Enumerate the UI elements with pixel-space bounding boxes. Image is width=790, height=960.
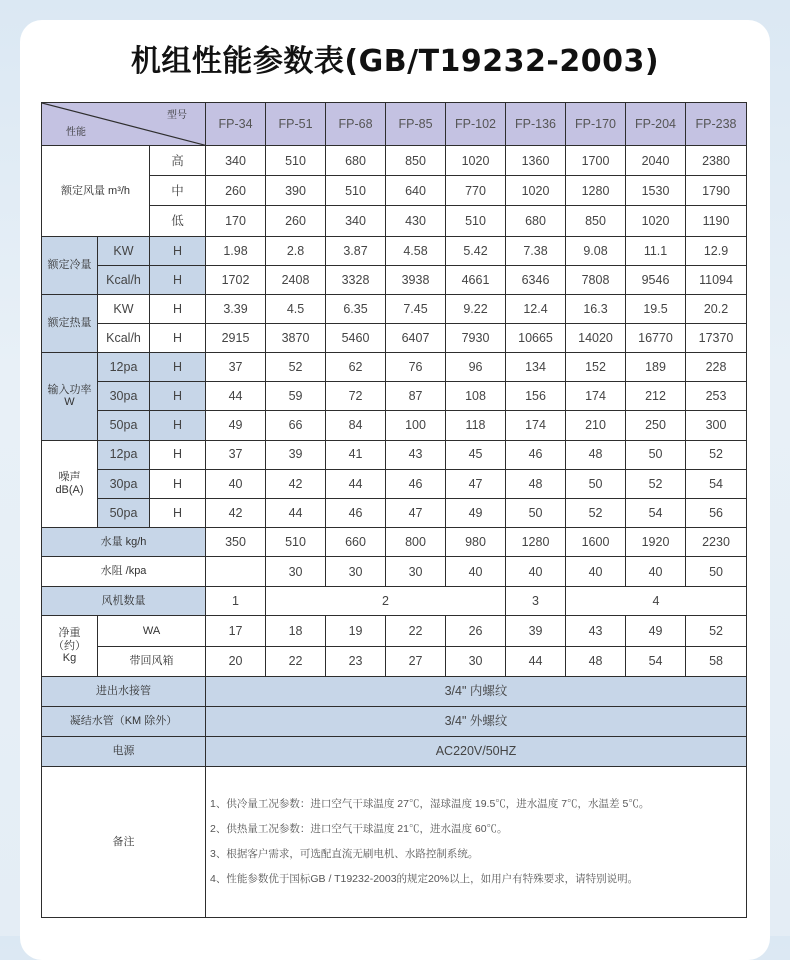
model-header: FP-136 [506,103,566,146]
model-header: FP-85 [386,103,446,146]
page-title: 机组性能参数表(GB/T19232-2003) [130,44,660,79]
row-group-label: Kg [62,652,77,665]
value-cell: 47 [386,498,446,527]
speed-cell: H [150,440,206,469]
value-cell: 680 [506,206,566,236]
condensate-row [42,706,747,736]
value-cell: 50 [566,469,626,498]
remark-line: 4、性能参数优于国标GB / T19232-2003的规定20%以上，如用户有特殊要求，请特别说明。 [210,873,639,886]
value-cell: 300 [686,411,747,440]
value-cell: 680 [326,146,386,176]
value-cell: 40 [566,557,626,587]
speed-cell: H [150,294,206,323]
speed-cell: H [150,324,206,353]
value-cell: 39 [506,616,566,646]
value-cell: 1530 [626,176,686,206]
power-row [42,411,747,440]
value-cell: 1020 [506,176,566,206]
value-cell: 76 [386,353,446,382]
power-row [42,382,747,411]
value-cell: 9.22 [446,294,506,323]
value-cell: 2408 [266,265,326,294]
value-cell: 1702 [206,265,266,294]
value-cell: 52 [686,440,747,469]
value-cell: 2915 [206,324,266,353]
value-cell: 390 [266,176,326,206]
value-cell: 4661 [446,265,506,294]
value-cell: 510 [446,206,506,236]
value-cell: 50 [506,498,566,527]
value-cell: 58 [686,646,747,676]
pressure-cell: 30pa [98,469,150,498]
value-cell: 5460 [326,324,386,353]
value-cell: 52 [266,353,326,382]
value-cell: 340 [206,146,266,176]
value-cell: 134 [506,353,566,382]
value-cell: 54 [626,646,686,676]
value-cell: 2.8 [266,236,326,265]
value-cell: 87 [386,382,446,411]
value-cell: 1280 [506,528,566,557]
value-cell: 16.3 [566,294,626,323]
value-cell: 19 [326,616,386,646]
inlet-outlet-label: 进出水接管 [42,676,206,706]
value-cell: 108 [446,382,506,411]
weight-row [42,646,747,676]
value-cell: 3.87 [326,236,386,265]
value-cell: 100 [386,411,446,440]
value-cell: 39 [266,440,326,469]
value-cell: 49 [446,498,506,527]
value-cell: 174 [566,382,626,411]
value-cell: 37 [206,440,266,469]
value-cell: 19.5 [626,294,686,323]
value-cell: 1020 [446,146,506,176]
fan-count-value: 1 [206,587,266,616]
cooling-label: 额定冷量 [42,236,98,294]
value-cell: 3.39 [206,294,266,323]
value-cell: 46 [386,469,446,498]
value-cell: 4.58 [386,236,446,265]
inlet-outlet-row [42,676,747,706]
value-cell: 41 [326,440,386,469]
value-cell: 850 [386,146,446,176]
value-cell: 3328 [326,265,386,294]
value-cell: 54 [686,469,747,498]
value-cell: 43 [566,616,626,646]
value-cell: 66 [266,411,326,440]
value-cell: 2380 [686,146,747,176]
model-header: FP-102 [446,103,506,146]
value-cell: 11.1 [626,236,686,265]
value-cell: 7.38 [506,236,566,265]
value-cell: 1.98 [206,236,266,265]
noise-label [42,440,98,527]
cooling-row [42,265,747,294]
value-cell: 660 [326,528,386,557]
weight-row [42,616,747,646]
value-cell: 980 [446,528,506,557]
value-cell: 26 [446,616,506,646]
water-resistance-row [42,557,747,587]
value-cell: 56 [686,498,747,527]
value-cell: 59 [266,382,326,411]
fan-count-value: 4 [566,587,747,616]
value-cell: 800 [386,528,446,557]
fan-count-value: 3 [506,587,566,616]
value-cell: 46 [326,498,386,527]
value-cell: 7.45 [386,294,446,323]
value-cell: 430 [386,206,446,236]
pressure-cell: 12pa [98,353,150,382]
speed-cell: 低 [150,206,206,236]
value-cell: 1600 [566,528,626,557]
value-cell: 44 [506,646,566,676]
noise-row [42,498,747,527]
value-cell: 770 [446,176,506,206]
speed-cell: 中 [150,176,206,206]
header-row [42,103,747,146]
value-cell: 48 [506,469,566,498]
value-cell: 3938 [386,265,446,294]
pressure-cell: 30pa [98,382,150,411]
value-cell: 1700 [566,146,626,176]
value-cell: 7808 [566,265,626,294]
value-cell: 1360 [506,146,566,176]
value-cell: 2040 [626,146,686,176]
value-cell: 44 [206,382,266,411]
value-cell: 118 [446,411,506,440]
value-cell: 152 [566,353,626,382]
model-header-label: 型号 [167,110,188,121]
remarks-row [42,767,747,918]
value-cell: 174 [506,411,566,440]
weight-label [42,616,98,676]
speed-cell: 高 [150,146,206,176]
value-cell: 253 [686,382,747,411]
heating-row [42,294,747,323]
value-cell: 43 [386,440,446,469]
value-cell: 49 [626,616,686,646]
value-cell: 50 [686,557,747,587]
value-cell: 52 [626,469,686,498]
spec-table [41,102,747,918]
value-cell: 48 [566,646,626,676]
unit-cell: Kcal/h [98,324,150,353]
heating-label: 额定热量 [42,294,98,352]
speed-cell: H [150,236,206,265]
value-cell: 96 [446,353,506,382]
remark-line: 2、供热量工况参数：进口空气干球温度 21℃，进水温度 60℃。 [210,823,508,836]
value-cell: 11094 [686,265,747,294]
speed-cell: H [150,498,206,527]
value-cell: 17370 [686,324,747,353]
condensate-label: 凝结水管（KM 除外） [42,706,206,736]
value-cell: 12.4 [506,294,566,323]
fan-count-label: 风机数量 [42,587,206,616]
model-header: FP-68 [326,103,386,146]
value-cell: 40 [506,557,566,587]
value-cell: 22 [266,646,326,676]
value-cell: 1190 [686,206,747,236]
value-cell: 640 [386,176,446,206]
water-flow-label: 水量 kg/h [42,528,206,557]
row-group-label: 噪声 [58,471,81,484]
water-flow-row [42,528,747,557]
row-group-label: 净重 [58,627,81,640]
value-cell: 6346 [506,265,566,294]
value-cell: 5.42 [446,236,506,265]
noise-row [42,469,747,498]
row-group-label: 输入功率 [47,383,92,396]
value-cell: 14020 [566,324,626,353]
value-cell: 3870 [266,324,326,353]
value-cell: 7930 [446,324,506,353]
value-cell: 260 [206,176,266,206]
inlet-outlet-value: 3/4" 内螺纹 [206,676,747,706]
row-group-label: dB(A) [55,483,84,496]
cooling-row [42,236,747,265]
condensate-value: 3/4" 外螺纹 [206,706,747,736]
value-cell: 42 [206,498,266,527]
power-supply-label: 电源 [42,737,206,767]
value-cell: 50 [626,440,686,469]
value-cell: 189 [626,353,686,382]
noise-row [42,440,747,469]
power-supply-value: AC220V/50HZ [206,737,747,767]
value-cell: 84 [326,411,386,440]
value-cell: 48 [566,440,626,469]
value-cell: 42 [266,469,326,498]
power-row [42,353,747,382]
header-diagonal-cell [42,103,206,146]
unit-cell: KW [98,294,150,323]
power-supply-row [42,737,747,767]
value-cell: 52 [686,616,747,646]
value-cell: 30 [386,557,446,587]
value-cell: 20 [206,646,266,676]
value-cell: 30 [326,557,386,587]
pressure-cell: 50pa [98,411,150,440]
value-cell: 10665 [506,324,566,353]
fan-count-row [42,587,747,616]
value-cell: 30 [266,557,326,587]
value-cell [206,557,266,587]
speed-cell: H [150,265,206,294]
value-cell: 47 [446,469,506,498]
remark-line: 3、根据客户需求，可选配直流无刷电机、水路控制系统。 [210,848,479,861]
value-cell: 17 [206,616,266,646]
value-cell: 22 [386,616,446,646]
value-cell: 6.35 [326,294,386,323]
value-cell: 16770 [626,324,686,353]
unit-cell: KW [98,236,150,265]
speed-cell: H [150,382,206,411]
value-cell: 44 [326,469,386,498]
value-cell: 228 [686,353,747,382]
pressure-cell: 50pa [98,498,150,527]
value-cell: 27 [386,646,446,676]
value-cell: 37 [206,353,266,382]
value-cell: 44 [266,498,326,527]
value-cell: 2230 [686,528,747,557]
value-cell: 20.2 [686,294,747,323]
model-header: FP-34 [206,103,266,146]
row-group-label: （约） [53,639,86,652]
value-cell: 49 [206,411,266,440]
value-cell: 9546 [626,265,686,294]
value-cell: 72 [326,382,386,411]
value-cell: 212 [626,382,686,411]
value-cell: 170 [206,206,266,236]
value-cell: 40 [206,469,266,498]
value-cell: 510 [326,176,386,206]
model-header: FP-170 [566,103,626,146]
value-cell: 156 [506,382,566,411]
value-cell: 4.5 [266,294,326,323]
remark-line: 1、供冷量工况参数：进口空气干球温度 27℃，湿球温度 19.5℃，进水温度 7℃，水温差 5℃。 [210,798,650,811]
value-cell: 250 [626,411,686,440]
power-label [42,353,98,440]
value-cell: 340 [326,206,386,236]
speed-cell: H [150,353,206,382]
value-cell: 1280 [566,176,626,206]
value-cell: 510 [266,146,326,176]
value-cell: 40 [446,557,506,587]
heating-row [42,324,747,353]
value-cell: 510 [266,528,326,557]
value-cell: 1790 [686,176,747,206]
value-cell: 260 [266,206,326,236]
speed-cell: H [150,469,206,498]
value-cell: 850 [566,206,626,236]
value-cell: 46 [506,440,566,469]
water-resistance-label: 水阻 /kpa [42,557,206,587]
value-cell: 45 [446,440,506,469]
value-cell: 30 [446,646,506,676]
spec-table-body [42,103,747,918]
value-cell: 210 [566,411,626,440]
value-cell: 18 [266,616,326,646]
value-cell: 350 [206,528,266,557]
value-cell: 40 [626,557,686,587]
row-group-label: W [64,396,75,409]
airflow-label: 额定风量 m³/h [42,146,150,236]
value-cell: 23 [326,646,386,676]
weight-type-cell: 带回风箱 [98,646,206,676]
speed-cell: H [150,411,206,440]
value-cell: 52 [566,498,626,527]
model-header: FP-204 [626,103,686,146]
value-cell: 9.08 [566,236,626,265]
remarks-label: 备注 [42,767,206,918]
model-header: FP-51 [266,103,326,146]
airflow-row [42,146,747,176]
pressure-cell: 12pa [98,440,150,469]
fan-count-value: 2 [266,587,506,616]
value-cell: 12.9 [686,236,747,265]
value-cell: 1020 [626,206,686,236]
model-header: FP-238 [686,103,747,146]
unit-cell: Kcal/h [98,265,150,294]
value-cell: 6407 [386,324,446,353]
value-cell: 54 [626,498,686,527]
value-cell: 62 [326,353,386,382]
remarks-content [206,767,747,918]
weight-type-cell: WA [98,616,206,646]
performance-header-label: 性能 [66,126,86,138]
value-cell: 1920 [626,528,686,557]
